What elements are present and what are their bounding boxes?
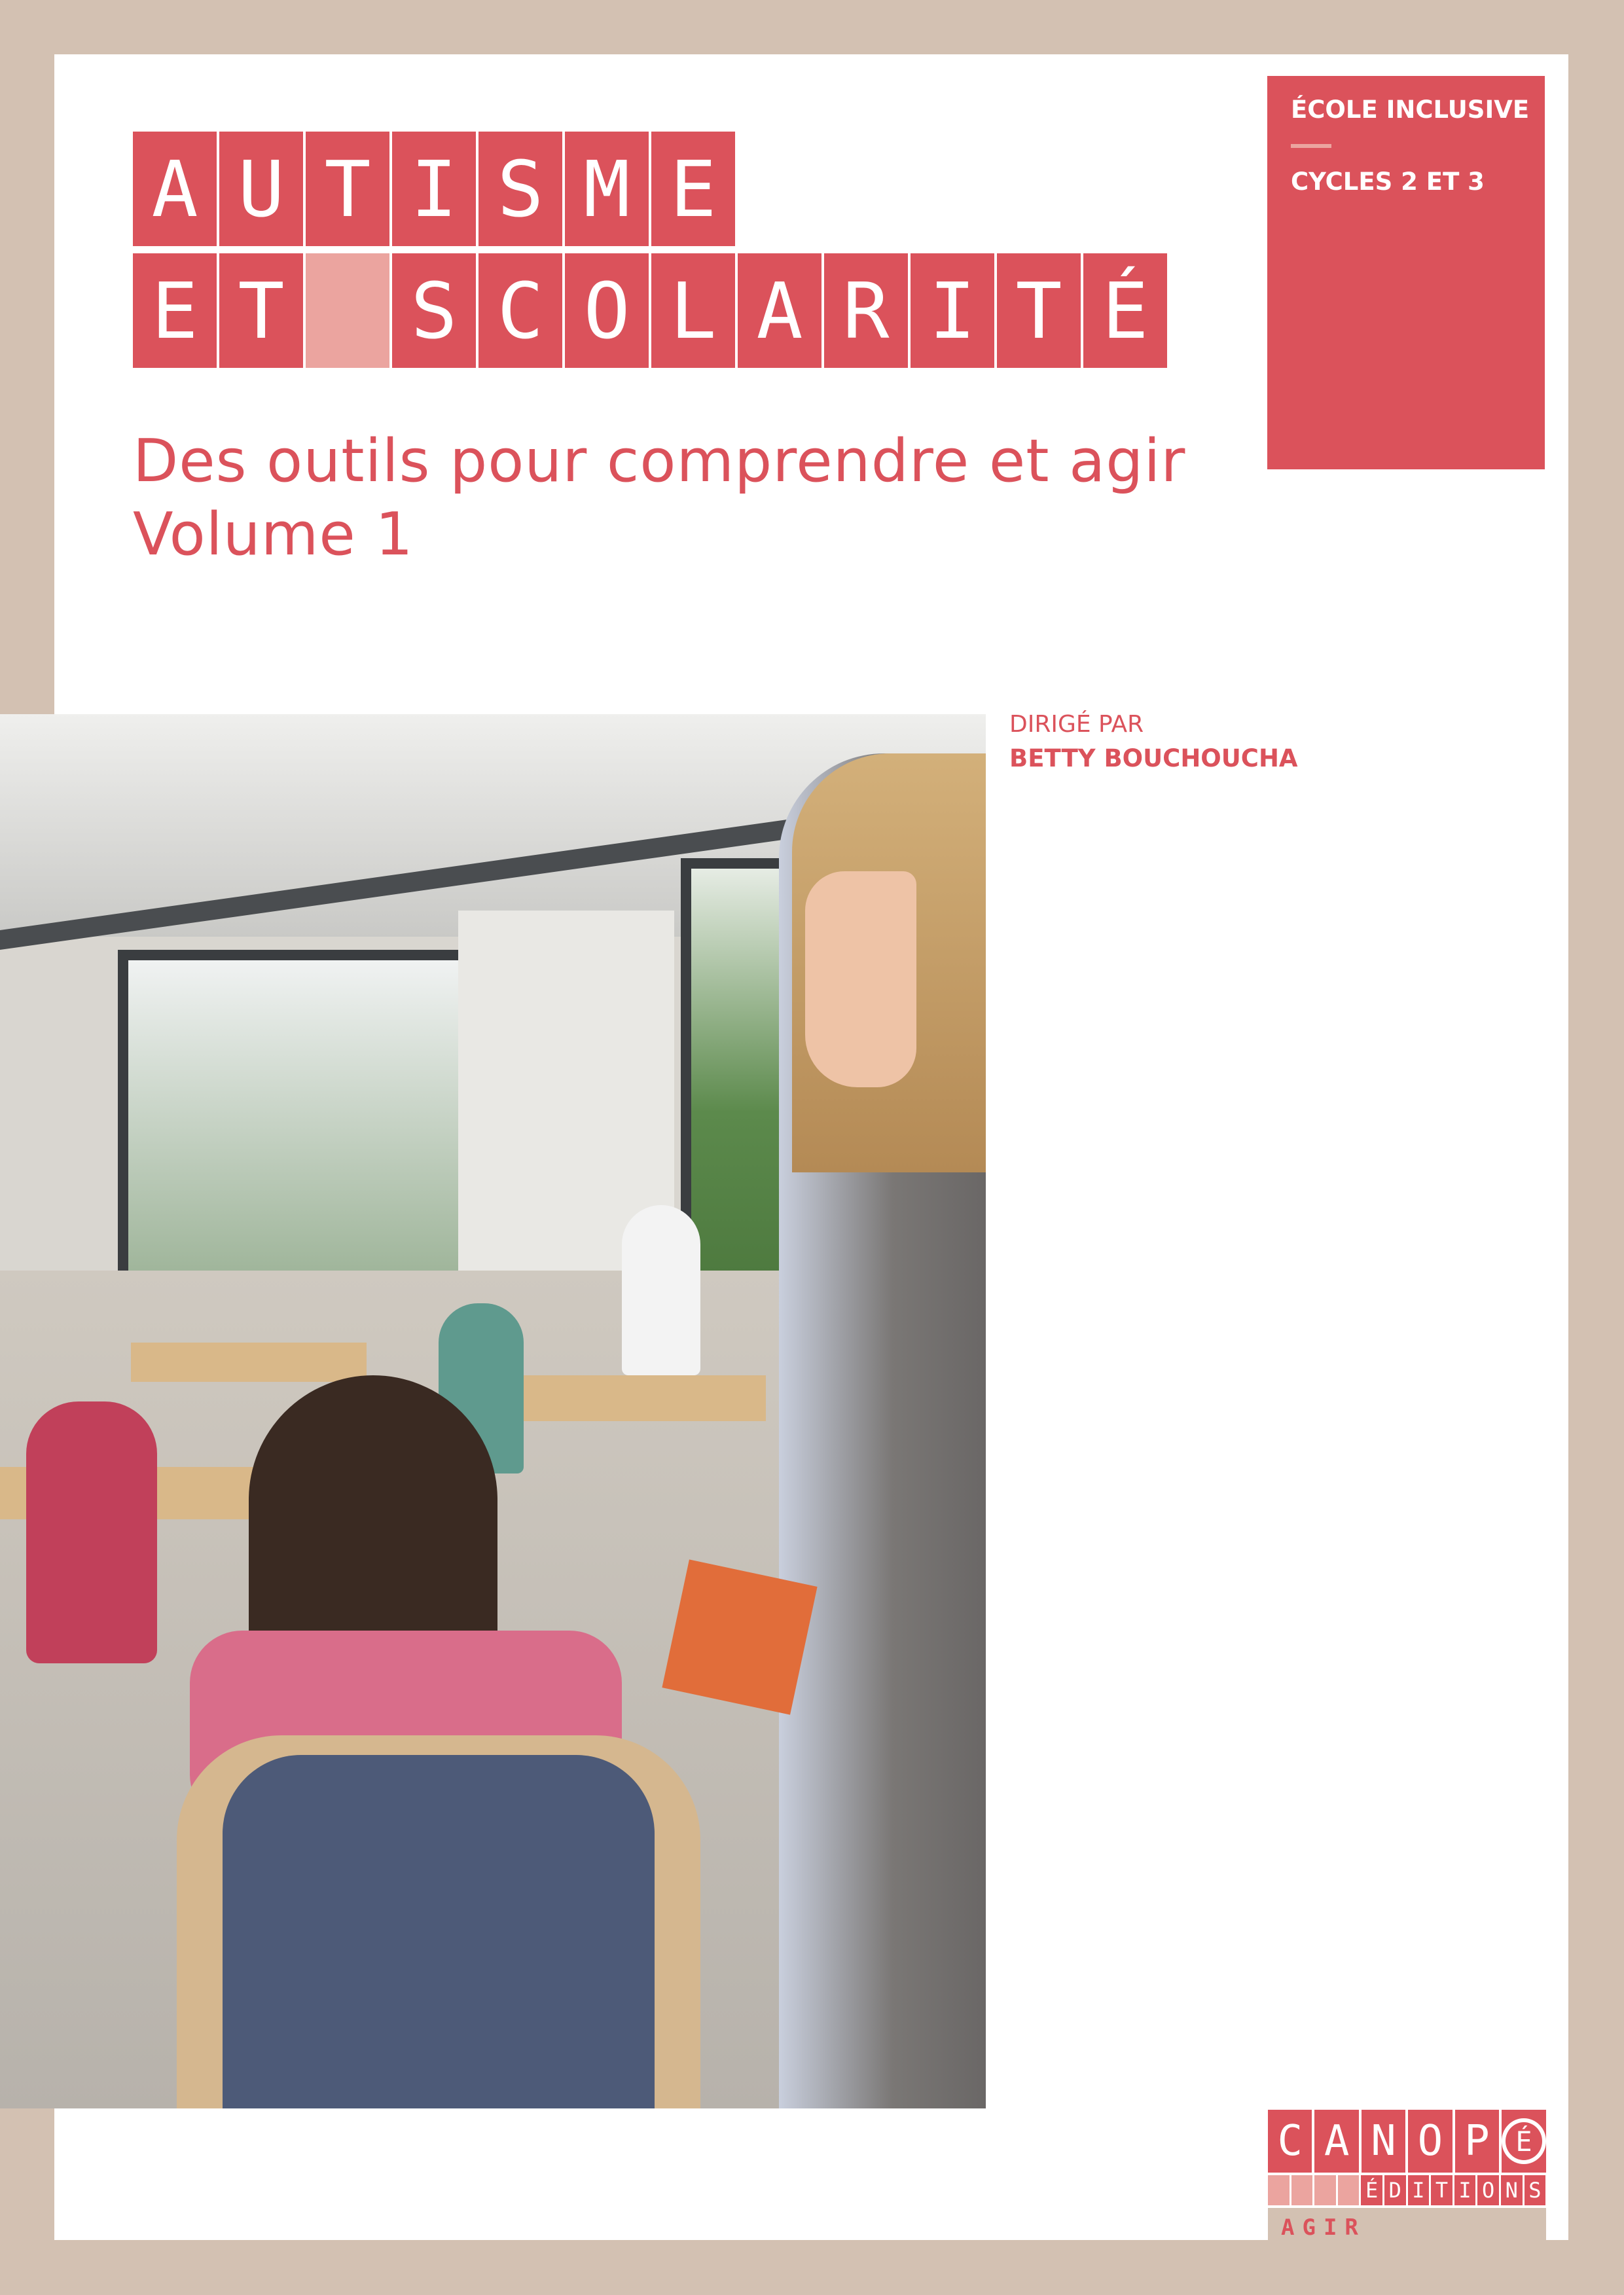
collection-label: ÉCOLE INCLUSIVE [1291,96,1530,124]
divider [1291,144,1331,148]
title-letter: T [997,253,1081,368]
logo-letter: N [1362,2110,1405,2173]
director-label: DIRIGÉ PAR [1009,711,1144,738]
logo-letter: D [1384,2175,1406,2205]
title-letter: I [392,132,476,246]
director-name: BETTY BOUCHOUCHA [1009,744,1298,772]
logo-letter: P [1455,2110,1499,2173]
title-letter: I [911,253,994,368]
logo-spacer [1268,2175,1290,2205]
title-letter: A [738,253,821,368]
title-letter: S [392,253,476,368]
title-line-1 [133,132,735,246]
subtitle: Des outils pour comprendre et agir [133,427,1186,496]
title-line-2 [133,253,1167,368]
logo-letter: T [1431,2175,1453,2205]
logo-letter: S [1525,2175,1546,2205]
logo-letter: C [1268,2110,1312,2173]
title-letter: O [565,253,649,368]
logo-spacer [1314,2175,1336,2205]
title-letter: E [133,253,217,368]
logo-letter: N [1501,2175,1523,2205]
title-letter: C [478,253,562,368]
logo-circled-e: É [1502,2118,1546,2164]
logo-letter: O [1408,2110,1452,2173]
volume-label: Volume 1 [133,500,414,569]
title-letter: T [219,253,303,368]
title-letter: R [824,253,908,368]
logo-letter: É [1361,2175,1382,2205]
collection-agir: AGIR [1268,2208,1546,2247]
logo-letter: A [1314,2110,1358,2173]
logo-letter: I [1454,2175,1476,2205]
canope-editions-logo [1268,2110,1546,2247]
title-letter: E [651,132,735,246]
title-letter: L [651,253,735,368]
title-spacer-tile [306,253,389,368]
series-box [1267,76,1545,469]
title-letter: S [478,132,562,246]
logo-spacer [1338,2175,1360,2205]
title-letter: A [133,132,217,246]
logo-letter: I [1408,2175,1430,2205]
title-letter: É [1083,253,1167,368]
logo-spacer [1291,2175,1313,2205]
title-letter: U [219,132,303,246]
logo-letter: O [1477,2175,1499,2205]
logo-letter [1502,2110,1546,2173]
title-letter: M [565,132,649,246]
cover-photo-classroom [0,714,986,2108]
cycles-label: CYCLES 2 ET 3 [1291,168,1485,196]
title-letter: T [306,132,389,246]
